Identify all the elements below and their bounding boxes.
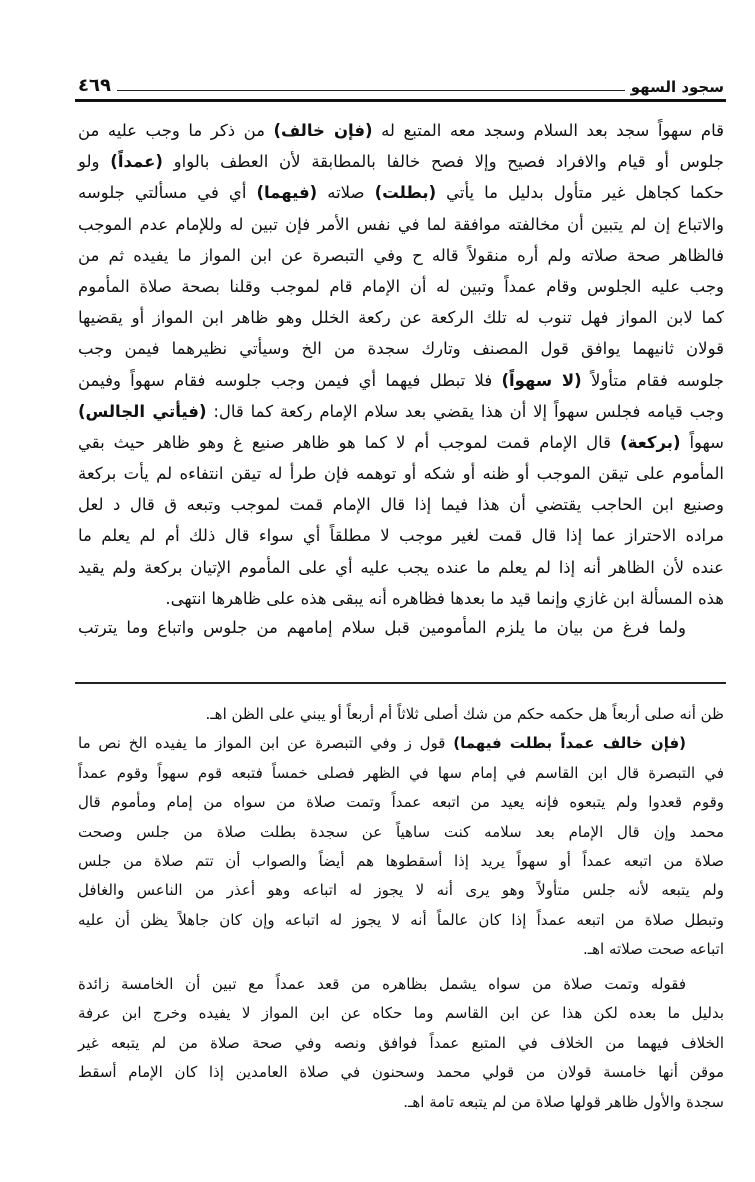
bold-matn-quote: (فإن خالف عمداً بطلت فيهما) [453, 734, 687, 753]
text-segment: اتباعه صحت صلاته اهـ. [582, 940, 724, 959]
bold-matn-quote: (بركعة) [620, 432, 681, 452]
text-line [78, 271, 724, 302]
bold-matn-quote: (بطلت) [374, 183, 437, 203]
text-segment: بدليل ما بعده لكن هذا عن ابن القاسم وما حكاه عن ابن المواز لا يفيده وخرج ابن عرفة [78, 1004, 724, 1023]
header-rule [75, 99, 726, 102]
text-line [78, 552, 724, 583]
text-segment: من ذكر ما وجب عليه من [78, 121, 274, 140]
text-line [78, 396, 724, 427]
text-line [78, 365, 724, 396]
text-segment: صلاة من اتبعه عمداً أو سهواً يريد إذا أسقطوها هم أيضاً والصواب أن تتم صلاة من جلس [78, 851, 724, 870]
main-text-continuation [78, 612, 724, 643]
text-segment: سهواً [680, 432, 724, 452]
bold-matn-quote: (فيهما) [256, 183, 318, 203]
text-segment: ولو [78, 152, 111, 172]
text-segment: فالظاهر صحة صلاته ولم أره منقولاً قاله ح وفي التبصرة عن ابن المواز ما يفيده ثم من [78, 245, 724, 265]
text-line [78, 612, 724, 643]
text-line [78, 729, 724, 758]
text-segment: محمد وإن قال الإمام بعد سلامه كنت ساهياً عن سجدة بطلت صلاة من جلس وصحت [78, 822, 724, 841]
text-segment: جلوس أو قيام والافراد فصيح وإلا فصح خالفا بالمطابقة لأن العطف بالواو [162, 152, 724, 172]
footnote-paragraph-1 [78, 700, 724, 965]
text-segment: وجب عليه الجلوس وقام عمداً وتبين له أن الإمام قام لموجب وقلنا بصحة صلاة المأموم [78, 276, 724, 296]
text-line [78, 700, 724, 729]
header-leader-line [117, 90, 625, 91]
text-line [78, 876, 724, 905]
main-text [78, 115, 724, 614]
text-line [78, 146, 724, 177]
text-segment: وصنيع ابن الحاجب يقتضي أن هذا فيما إذا قال الإمام قمت لموجب وتبعه ق قال د لعل [78, 495, 724, 515]
chapter-title: سجود السهو [630, 78, 724, 96]
page-number: ٤٦٩ [78, 75, 111, 96]
text-segment: وجب قيامه فجلس سهواً إلا أن هذا يقضي بعد سلام الإمام ركعة كما قال: [206, 401, 724, 421]
text-segment: وتبطل صلاة من اتبعه عمداً إذا كان عالماً أنه لا يجوز له اتباعه وإن كان جاهلاً يظن أن عليه [78, 910, 724, 929]
text-line [78, 209, 724, 240]
text-segment: حكما كجاهل غير متأول بدليل ما يأتي [436, 183, 724, 203]
footnote-paragraph-2 [78, 970, 724, 1117]
text-line [78, 1058, 724, 1087]
text-segment: فلا تبطل فيهما أي فيمن وجب جلوسه فقام سهواً وفيمن [78, 370, 502, 390]
text-line [78, 1029, 724, 1058]
text-segment: فقوله وتمت صلاة من سواه يشمل بظاهره من قعد عمداً مع تبين أن الخامسة زائدة [78, 975, 686, 993]
text-segment: ولم يتبعه لأنه جلس متأولاً وهو يرى أنه لا يجوز له اتباعه وهو أعذر من الناعس والغافل [78, 881, 724, 900]
text-line [78, 1088, 724, 1117]
bold-matn-quote: (فإن خالف) [273, 121, 373, 140]
text-segment: جلوسه فقام متأولاً [581, 370, 724, 390]
text-line [78, 847, 724, 876]
text-line [78, 302, 724, 333]
text-line [78, 970, 724, 999]
text-segment: الخلاف فيهما من الخلاف في المتبع عمداً فوافق ونصه وفي صحة صلاة من لم يتبعه غير [78, 1033, 724, 1052]
text-line [78, 240, 724, 271]
text-segment: المأموم على تيقن الموجب أو ظنه أو شكه أو توهمه فإن طرأ له تيقن انتفاءه لم يأت بركعة [78, 464, 724, 484]
text-segment: كما لابن المواز فهل تنوب له تلك الركعة عن ركعة الخلل وهو ظاهر ابن المواز أو يقضيها [78, 308, 724, 328]
text-line [78, 583, 724, 614]
text-segment: في التبصرة قال ابن القاسم في إمام سها في الظهر فصلى خمساً فتبعه قوم سهواً وقوم عمداً [78, 763, 724, 782]
text-segment: قام سهواً سجد بعد السلام وسجد معه المتبع له [372, 121, 724, 140]
text-segment: موقن أنها خامسة قولان من قولي محمد وسحنون في صلاة العامدين إذا كان الإمام أسقط [78, 1063, 724, 1082]
bold-matn-quote: (عمداً) [110, 152, 163, 172]
text-line [78, 788, 724, 817]
text-segment: أي في مسألتي جلوسه [78, 183, 257, 203]
text-line [78, 427, 724, 458]
text-segment: ظن أنه صلى أربعاً هل حكمه حكم من شك أصلى ثلاثاً أم أربعاً أو يبني على الظن اهـ. [205, 705, 724, 723]
text-line [78, 177, 724, 208]
text-segment: ولما فرغ من بيان ما يلزم المأمومين قبل سلام إمامهم من جلوس واتباع وما يترتب [78, 618, 686, 637]
text-segment: قول ز وفي التبصرة عن ابن المواز ما يفيده الخ نص ما [78, 734, 454, 753]
text-line [78, 489, 724, 520]
running-header [78, 72, 724, 96]
text-segment: صلاته [317, 183, 375, 203]
text-segment: سجدة والأول ظاهر قولها صلاة من لم يتبعه تامة اهـ. [403, 1092, 724, 1111]
footnote-separator [75, 682, 726, 684]
text-line [78, 935, 724, 964]
text-line [78, 818, 724, 847]
text-segment: وقوم قعدوا ولم يتبعوه فإنه يعيد من اتبعه عمداً وتمت صلاة من سواه من إمام ومأموم قال [78, 793, 724, 812]
text-line [78, 458, 724, 489]
text-segment: قال الإمام قمت لموجب أم لا كما هو ظاهر صنيع غ وهو ظاهر حيث بقي [78, 432, 621, 452]
text-line [78, 906, 724, 935]
bold-matn-quote: (لا سهواً) [501, 370, 582, 390]
text-line [78, 999, 724, 1028]
text-segment: مراده الاحتراز عما إذا قال قمت لغير موجب لا مطلقاً أي سواء قال ذلك أم لم يعلم ما [78, 526, 724, 546]
text-segment: هذه المسألة ابن غازي وإنما قيد ما بعدها فظاهره أنه يبقى هذه على ظاهرها انتهى. [165, 588, 724, 608]
text-segment: قولان ثانيهما يوافق قول المصنف وتارك سجدة من الخ وسيأتي نظيرهما فيمن وجب [78, 339, 724, 359]
text-line [78, 333, 724, 364]
bold-matn-quote: (فيأتي الجالس) [78, 401, 207, 421]
text-segment: عنده لأن الظاهر أنه إذا لم يعلم ما عنده يجب عليه أي على المأموم الإتيان بركعة ولم يقيد [78, 557, 724, 577]
text-line [78, 115, 724, 146]
text-line [78, 520, 724, 551]
text-line [78, 759, 724, 788]
text-segment: والاتباع إن لم يتبين أن مخالفته موافقة لما في نفس الأمر فإن تبين له وللإمام عدم الموجب [78, 214, 724, 234]
